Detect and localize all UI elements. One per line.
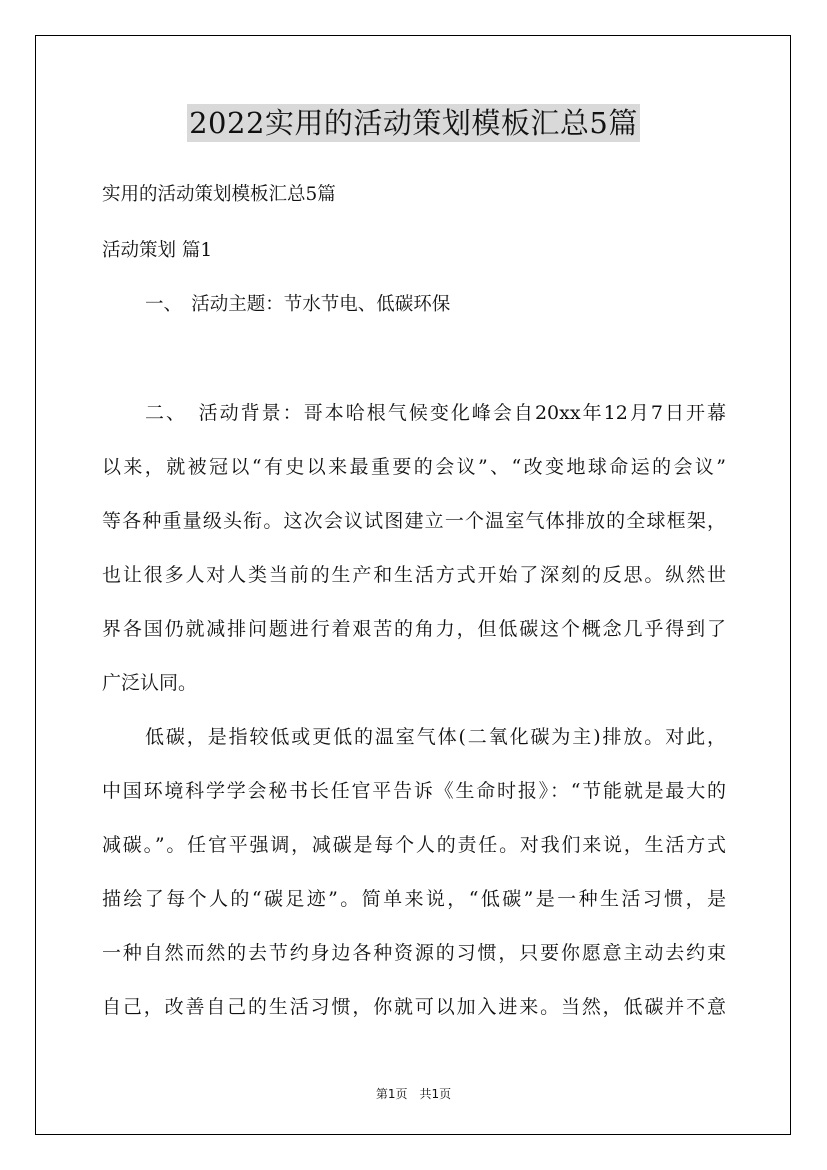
text-line: 以来，就被冠以“有史以来最重要的会议”、“改变地球命运的会议”	[102, 456, 726, 478]
item-1-theme: 一、 活动主题：节水节电、低碳环保	[145, 294, 451, 315]
text-line: 低碳，是指较低或更低的温室气体(二氧化碳为主)排放。对此，	[145, 726, 726, 748]
title-container	[0, 104, 827, 142]
document-title: 2022实用的活动策划模板汇总5篇	[189, 106, 638, 140]
text-line: 二、 活动背景：哥本哈根气候变化峰会自20xx年12月7日开幕	[145, 402, 726, 424]
section-heading: 活动策划 篇1	[102, 240, 213, 261]
text-line: 也让很多人对人类当前的生产和生活方式开始了深刻的反思。纵然世	[102, 564, 726, 586]
document-subtitle: 实用的活动策划模板汇总5篇	[102, 184, 336, 205]
text-line: 中国环境科学学会秘书长任官平告诉《生命时报》：“节能就是最大的	[102, 780, 726, 802]
text-line: 等各种重量级头衔。这次会议试图建立一个温室气体排放的全球框架，	[102, 510, 726, 532]
text-line: 广泛认同。	[102, 672, 198, 694]
text-line: 描绘了每个人的“碳足迹”。简单来说，“低碳”是一种生活习惯，是	[102, 888, 726, 910]
text-line: 减碳。”。任官平强调，减碳是每个人的责任。对我们来说，生活方式	[102, 834, 726, 856]
text-line: 一种自然而然的去节约身边各种资源的习惯，只要你愿意主动去约束	[102, 942, 726, 964]
page-footer: 第1页 共1页	[375, 1087, 452, 1101]
text-line: 自己，改善自己的生活习惯，你就可以加入进来。当然，低碳并不意	[102, 996, 726, 1018]
text-line: 界各国仍就减排问题进行着艰苦的角力，但低碳这个概念几乎得到了	[102, 618, 726, 640]
